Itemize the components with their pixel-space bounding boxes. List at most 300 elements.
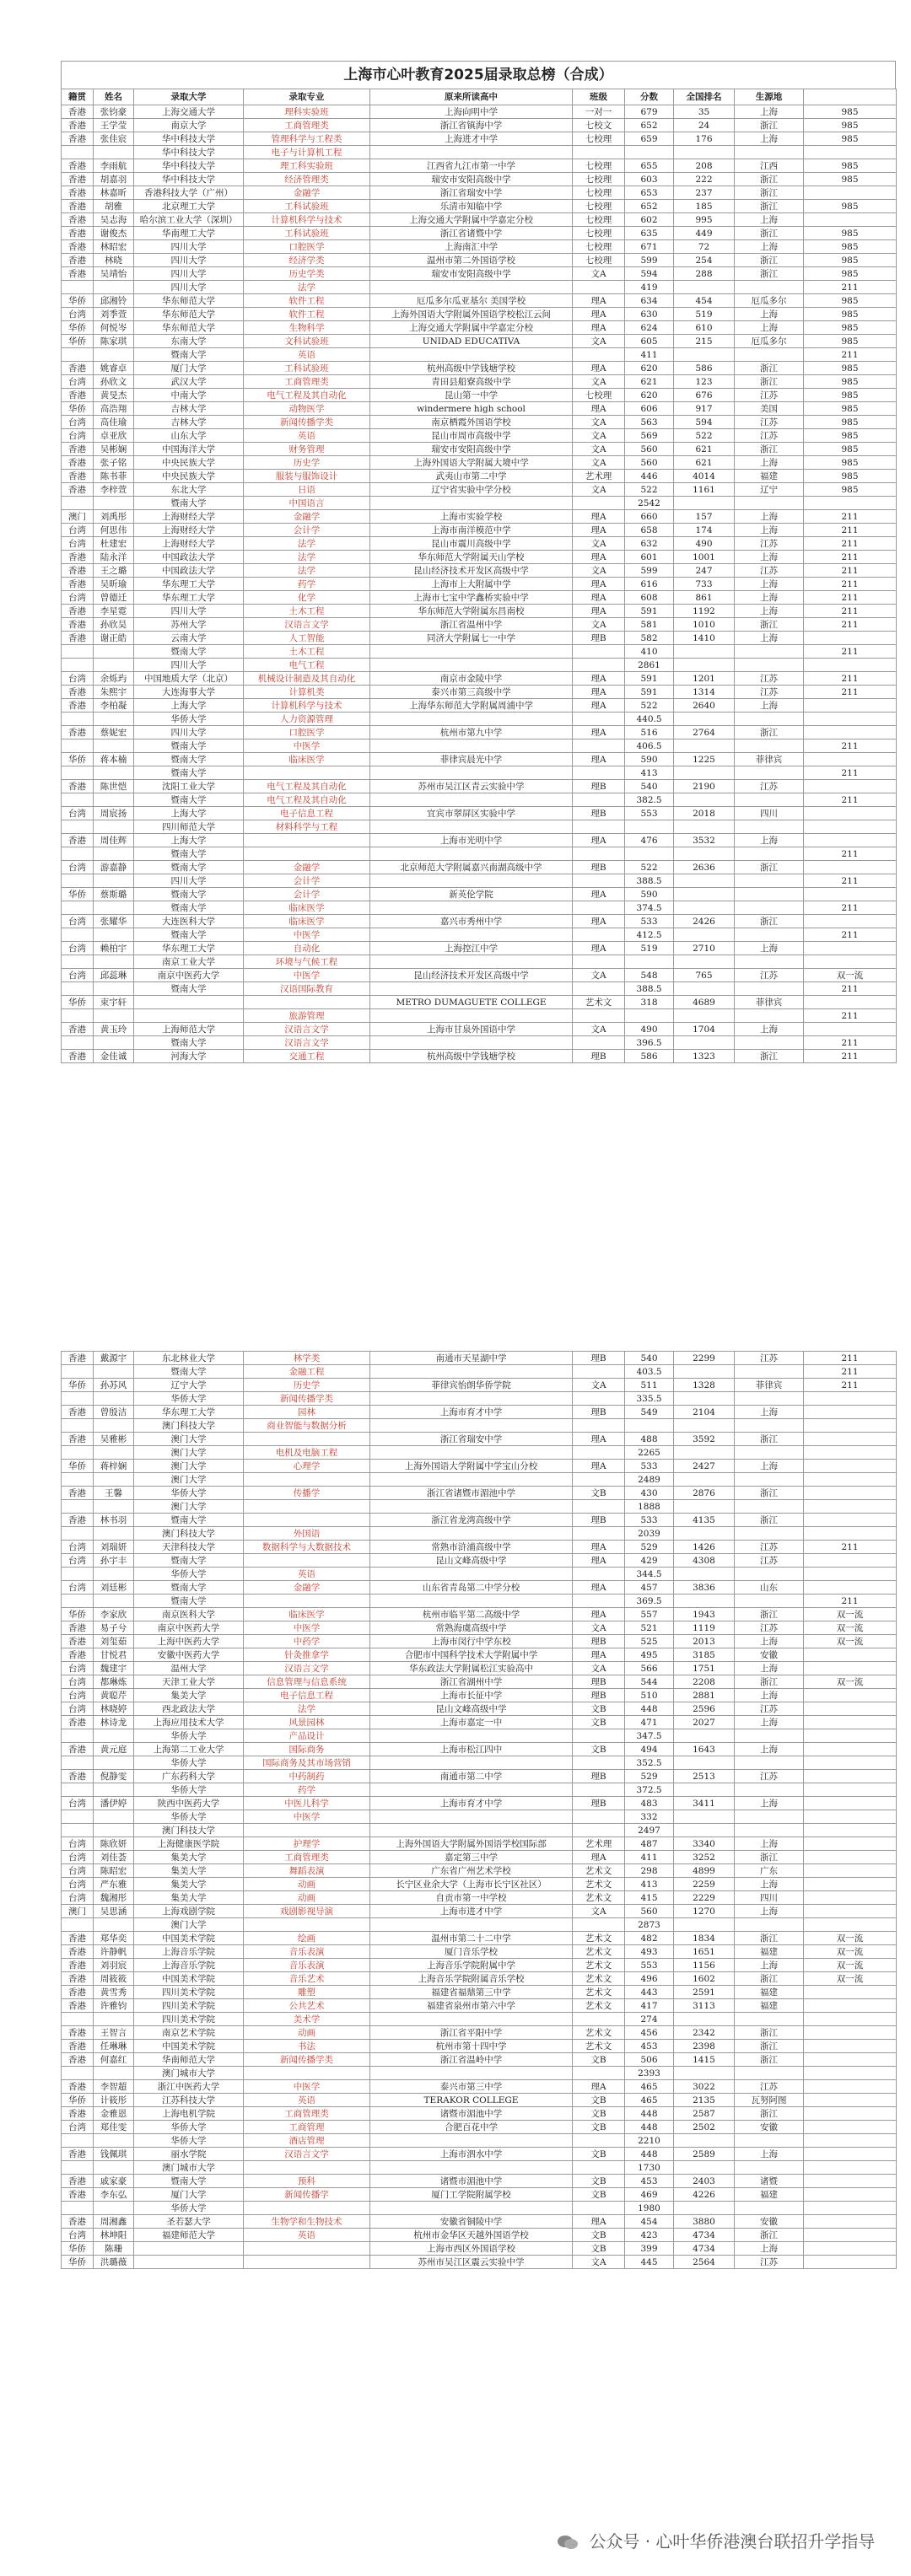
cell-major: 法学 <box>244 564 370 578</box>
cell-score: 469 <box>625 2188 674 2202</box>
cell-name: 易子兮 <box>94 1621 134 1635</box>
cell-region: 福建 <box>735 1999 804 2013</box>
cell-origin: 香港 <box>62 1716 94 1729</box>
cell-name: 倪静雯 <box>94 1770 134 1783</box>
table-row <box>62 348 897 362</box>
cell-class <box>573 1392 625 1406</box>
cell-origin <box>62 1824 94 1837</box>
cell-tier: 211 <box>804 928 897 942</box>
cell-rank <box>674 1729 735 1743</box>
cell-high-school: 杭州市金华区天越外国语学校 <box>370 2229 573 2242</box>
table-row <box>62 1473 897 1487</box>
cell-rank: 1161 <box>674 483 735 497</box>
cell-name: 洪璐薇 <box>94 2256 134 2269</box>
cell-tier <box>804 1918 897 1932</box>
cell-origin <box>62 1810 94 1824</box>
cell-name: 林诗龙 <box>94 1716 134 1729</box>
cell-high-school <box>370 2013 573 2026</box>
cell-name <box>94 847 134 861</box>
cell-region <box>735 1568 804 1581</box>
cell-score: 476 <box>625 834 674 847</box>
cell-name: 刘季萱 <box>94 308 134 321</box>
cell-high-school <box>370 1365 573 1379</box>
table-row <box>62 2229 897 2242</box>
cell-region <box>735 1595 804 1608</box>
cell-name: 邱湘铃 <box>94 294 134 308</box>
cell-score: 446 <box>625 470 674 483</box>
cell-high-school: 上海交通大学附属中学嘉定分校 <box>370 321 573 335</box>
cell-score: 679 <box>625 105 674 119</box>
cell-university: 上海音乐学院 <box>134 1959 244 1972</box>
cell-university: 河海大学 <box>134 1050 244 1063</box>
cell-name <box>94 1473 134 1487</box>
table-row <box>62 996 897 1009</box>
table-row <box>62 888 897 901</box>
cell-high-school: 上海南汇中学 <box>370 240 573 254</box>
cell-origin: 香港 <box>62 2148 94 2161</box>
cell-origin: 台湾 <box>62 1554 94 1568</box>
cell-score: 2873 <box>625 1918 674 1932</box>
cell-name: 林嘉昕 <box>94 186 134 200</box>
cell-tier: 211 <box>804 1365 897 1379</box>
table-row <box>62 1810 897 1824</box>
cell-class: 七校理 <box>573 200 625 213</box>
cell-region: 广东 <box>735 1864 804 1878</box>
cell-region: 上海 <box>735 524 804 537</box>
cell-class: 文B <box>573 2053 625 2067</box>
cell-score: 298 <box>625 1864 674 1878</box>
cell-university: 上海健康医学院 <box>134 1837 244 1851</box>
cell-region: 上海 <box>735 632 804 645</box>
cell-name <box>94 2013 134 2026</box>
cell-university: 澳门大学 <box>134 1446 244 1460</box>
cell-class: 理B <box>573 780 625 793</box>
cell-region <box>735 1365 804 1379</box>
cell-name: 何思伟 <box>94 524 134 537</box>
cell-region: 浙江 <box>735 200 804 213</box>
cell-major: 临床医学 <box>244 753 370 766</box>
cell-name: 曾殷洁 <box>94 1406 134 1419</box>
cell-rank <box>674 659 735 672</box>
cell-class: 七校理 <box>573 159 625 173</box>
cell-name: 刘羽宸 <box>94 1959 134 1972</box>
cell-class: 理A <box>573 510 625 524</box>
cell-region <box>735 1729 804 1743</box>
cell-region: 上海 <box>735 1797 804 1810</box>
cell-score: 335.5 <box>625 1392 674 1406</box>
cell-high-school <box>370 1595 573 1608</box>
table-row <box>62 1756 897 1770</box>
cell-name: 蒋本楠 <box>94 753 134 766</box>
cell-class: 文A <box>573 1905 625 1918</box>
cell-high-school: 浙江省诸暨市湄池中学 <box>370 1487 573 1500</box>
cell-name <box>94 2202 134 2215</box>
cell-class <box>573 1009 625 1023</box>
cell-region: 江苏 <box>735 564 804 578</box>
cell-rank: 1602 <box>674 1972 735 1986</box>
cell-region <box>735 1500 804 1514</box>
cell-region: 浙江 <box>735 119 804 132</box>
cell-high-school: 上海市七宝中学鑫桥实验中学 <box>370 591 573 605</box>
cell-major: 经济管理类 <box>244 173 370 186</box>
cell-score: 388.5 <box>625 874 674 888</box>
cell-rank: 2229 <box>674 1891 735 1905</box>
cell-rank: 2513 <box>674 1770 735 1783</box>
cell-rank: 35 <box>674 105 735 119</box>
cell-tier: 985 <box>804 267 897 281</box>
cell-tier <box>804 1837 897 1851</box>
cell-university: 集美大学 <box>134 1851 244 1864</box>
cell-region: 浙江 <box>735 2040 804 2053</box>
cell-high-school: METRO DUMAGUETE COLLEGE <box>370 996 573 1009</box>
cell-major: 音乐艺术 <box>244 1972 370 1986</box>
cell-class: 文A <box>573 443 625 456</box>
cell-tier: 985 <box>804 227 897 240</box>
cell-name: 何嘉红 <box>94 2053 134 2067</box>
cell-tier: 985 <box>804 105 897 119</box>
cell-name <box>94 2067 134 2080</box>
table-row <box>62 1581 897 1595</box>
cell-tier: 211 <box>804 348 897 362</box>
cell-major: 电机及电脑工程 <box>244 1446 370 1460</box>
cell-high-school: 乐清市知临中学 <box>370 200 573 213</box>
table-row <box>62 1783 897 1797</box>
table-row <box>62 254 897 267</box>
cell-tier: 211 <box>804 618 897 632</box>
cell-tier <box>804 1824 897 1837</box>
cell-region <box>735 766 804 780</box>
cell-university: 中国美术学院 <box>134 1932 244 1945</box>
cell-score: 525 <box>625 1635 674 1648</box>
cell-origin: 台湾 <box>62 1837 94 1851</box>
cell-university: 上海大学 <box>134 807 244 820</box>
cell-origin: 华侨 <box>62 321 94 335</box>
cell-region: 浙江 <box>735 1608 804 1621</box>
table-row <box>62 200 897 213</box>
cell-major: 动画 <box>244 1891 370 1905</box>
cell-rank: 123 <box>674 375 735 389</box>
cell-university: 天津工业大学 <box>134 1675 244 1689</box>
cell-university: 集美大学 <box>134 1689 244 1702</box>
cell-rank: 237 <box>674 186 735 200</box>
cell-major: 土木工程 <box>244 645 370 659</box>
cell-name: 王馨 <box>94 1487 134 1500</box>
cell-region: 江苏 <box>735 672 804 686</box>
table-row <box>62 834 897 847</box>
table-row <box>62 321 897 335</box>
cell-class: 文A <box>573 483 625 497</box>
cell-tier <box>804 2026 897 2040</box>
cell-score: 318 <box>625 996 674 1009</box>
cell-rank: 2342 <box>674 2026 735 2040</box>
cell-tier <box>804 780 897 793</box>
cell-origin: 香港 <box>62 1621 94 1635</box>
table-row <box>62 2148 897 2161</box>
cell-origin: 台湾 <box>62 308 94 321</box>
cell-high-school: 浙江省镇海中学 <box>370 119 573 132</box>
cell-major: 材料科学与工程 <box>244 820 370 834</box>
cell-tier: 985 <box>804 200 897 213</box>
cell-score: 506 <box>625 2053 674 2067</box>
cell-class: 文B <box>573 1716 625 1729</box>
table-row <box>62 483 897 497</box>
cell-score: 1730 <box>625 2161 674 2175</box>
cell-origin: 香港 <box>62 456 94 470</box>
cell-score: 560 <box>625 456 674 470</box>
cell-major: 中医学 <box>244 928 370 942</box>
cell-region <box>735 2202 804 2215</box>
cell-high-school <box>370 348 573 362</box>
cell-origin: 台湾 <box>62 1851 94 1864</box>
cell-score: 652 <box>625 119 674 132</box>
cell-rank: 4226 <box>674 2188 735 2202</box>
cell-origin: 台湾 <box>62 537 94 551</box>
admission-table-2 <box>61 1351 897 2269</box>
table-row <box>62 2013 897 2026</box>
cell-rank <box>674 874 735 888</box>
cell-class: 理B <box>573 1514 625 1527</box>
cell-origin <box>62 659 94 672</box>
cell-score: 493 <box>625 1945 674 1959</box>
cell-rank: 3836 <box>674 1581 735 1595</box>
cell-name: 刘佳荟 <box>94 1851 134 1864</box>
header-major: 录取专业 <box>244 89 370 105</box>
cell-origin <box>62 901 94 915</box>
cell-major: 音乐表演 <box>244 1945 370 1959</box>
table-row <box>62 1716 897 1729</box>
cell-tier: 985 <box>804 470 897 483</box>
table-row <box>62 1824 897 1837</box>
cell-high-school: 江西省九江市第一中学 <box>370 159 573 173</box>
table-row <box>62 1406 897 1419</box>
cell-class <box>573 645 625 659</box>
cell-score: 399 <box>625 2242 674 2256</box>
cell-major <box>244 2161 370 2175</box>
cell-origin: 华侨 <box>62 2256 94 2269</box>
cell-high-school: 青田县船寮高级中学 <box>370 375 573 389</box>
cell-major: 中医学 <box>244 739 370 753</box>
table-row <box>62 2026 897 2040</box>
cell-class: 七校理 <box>573 186 625 200</box>
cell-score: 406.5 <box>625 739 674 753</box>
cell-rank: 610 <box>674 321 735 335</box>
cell-name: 郑华奕 <box>94 1932 134 1945</box>
cell-region: 上海 <box>735 456 804 470</box>
cell-high-school <box>370 497 573 510</box>
cell-class: 文A <box>573 416 625 429</box>
table-row <box>62 1675 897 1689</box>
cell-high-school <box>370 820 573 834</box>
cell-major: 中药学 <box>244 1635 370 1648</box>
cell-region: 上海 <box>735 551 804 564</box>
cell-name <box>94 2161 134 2175</box>
cell-region: 浙江 <box>735 1972 804 1986</box>
cell-major: 工商管理 <box>244 2121 370 2134</box>
cell-tier: 211 <box>804 537 897 551</box>
cell-major: 金融学 <box>244 186 370 200</box>
cell-score: 1980 <box>625 2202 674 2215</box>
cell-region: 浙江 <box>735 375 804 389</box>
cell-name: 陈家琪 <box>94 335 134 348</box>
cell-region: 江苏 <box>735 780 804 793</box>
cell-origin <box>62 497 94 510</box>
cell-score: 544 <box>625 1675 674 1689</box>
cell-region: 上海 <box>735 834 804 847</box>
cell-score: 2861 <box>625 659 674 672</box>
cell-region <box>735 1419 804 1433</box>
cell-origin: 台湾 <box>62 1878 94 1891</box>
table-row <box>62 1648 897 1662</box>
cell-major: 中医学 <box>244 1810 370 1824</box>
cell-region: 浙江 <box>735 1433 804 1446</box>
cell-name: 张钧豪 <box>94 105 134 119</box>
cell-university <box>134 996 244 1009</box>
table-row <box>62 429 897 443</box>
cell-name <box>94 820 134 834</box>
cell-major: 机械设计制造及其自动化 <box>244 672 370 686</box>
cell-high-school: 上海外国语大学附属外国语学校国际部 <box>370 1837 573 1851</box>
cell-university: 华中科技大学 <box>134 159 244 173</box>
table-row <box>62 281 897 294</box>
cell-name: 谢正皓 <box>94 632 134 645</box>
cell-tier <box>804 1851 897 1864</box>
cell-name <box>94 281 134 294</box>
cell-tier <box>804 820 897 834</box>
table-row <box>62 2053 897 2067</box>
cell-region: 浙江 <box>735 227 804 240</box>
cell-university: 哈尔滨工业大学（深圳） <box>134 213 244 227</box>
cell-origin: 华侨 <box>62 2094 94 2107</box>
cell-name: 高浩翔 <box>94 402 134 416</box>
cell-class: 艺术文 <box>573 996 625 1009</box>
cell-university: 江苏科技大学 <box>134 2094 244 2107</box>
cell-tier <box>804 1662 897 1675</box>
cell-tier <box>804 1797 897 1810</box>
cell-score: 374.5 <box>625 901 674 915</box>
cell-major: 传播学 <box>244 1487 370 1500</box>
cell-major: 历史学 <box>244 1379 370 1392</box>
cell-name: 杜建宏 <box>94 537 134 551</box>
cell-class: 七校理 <box>573 132 625 146</box>
cell-class: 理A <box>573 834 625 847</box>
cell-major: 电气工程及其自动化 <box>244 780 370 793</box>
cell-score: 602 <box>625 213 674 227</box>
cell-rank <box>674 146 735 159</box>
cell-class <box>573 1729 625 1743</box>
cell-class: 理A <box>573 915 625 928</box>
cell-high-school: 昆山第一中学 <box>370 389 573 402</box>
cell-rank: 2502 <box>674 2121 735 2134</box>
cell-name: 姚睿卓 <box>94 362 134 375</box>
cell-major: 工商管理类 <box>244 119 370 132</box>
cell-major: 人力资源管理 <box>244 713 370 726</box>
cell-university: 集美大学 <box>134 1864 244 1878</box>
cell-major: 公共艺术 <box>244 1999 370 2013</box>
cell-high-school <box>370 1729 573 1743</box>
cell-score: 557 <box>625 1608 674 1621</box>
cell-origin: 华侨 <box>62 1460 94 1473</box>
cell-high-school: 苏州市吴江区震云实验中学 <box>370 2256 573 2269</box>
cell-score: 2210 <box>625 2134 674 2148</box>
cell-name <box>94 955 134 969</box>
cell-university: 暨南大学 <box>134 1365 244 1379</box>
cell-region <box>735 1918 804 1932</box>
cell-university: 四川大学 <box>134 659 244 672</box>
cell-name: 张佳宸 <box>94 132 134 146</box>
cell-tier: 211 <box>804 1352 897 1365</box>
cell-tier <box>804 1568 897 1581</box>
table-row <box>62 1932 897 1945</box>
cell-name: 林书羽 <box>94 1514 134 1527</box>
cell-class: 理A <box>573 1554 625 1568</box>
cell-name: 蔡妮宏 <box>94 726 134 739</box>
cell-name: 黄玉玲 <box>94 1023 134 1036</box>
cell-university: 华侨大学 <box>134 1729 244 1743</box>
cell-university: 华东师范大学 <box>134 308 244 321</box>
cell-class: 七校理 <box>573 240 625 254</box>
cell-rank <box>674 1419 735 1433</box>
cell-region <box>735 982 804 996</box>
cell-major <box>244 1514 370 1527</box>
cell-major: 英语 <box>244 2094 370 2107</box>
cell-university: 中国海洋大学 <box>134 443 244 456</box>
cell-high-school: 南京市金陵中学 <box>370 672 573 686</box>
cell-major: 英语 <box>244 1568 370 1581</box>
cell-class <box>573 1568 625 1581</box>
cell-region: 瓦努阿图 <box>735 2094 804 2107</box>
cell-origin: 香港 <box>62 1406 94 1419</box>
cell-score: 483 <box>625 1797 674 1810</box>
cell-tier: 985 <box>804 443 897 456</box>
cell-name: 赖柏宇 <box>94 942 134 955</box>
cell-name: 李柏凝 <box>94 699 134 713</box>
cell-high-school: 上海音乐学院附属音乐学校 <box>370 1972 573 1986</box>
cell-score: 549 <box>625 1406 674 1419</box>
cell-region <box>735 1009 804 1023</box>
ranking-sheet-2 <box>61 1351 896 2269</box>
cell-score <box>625 1419 674 1433</box>
cell-rank: 594 <box>674 416 735 429</box>
cell-class: 文A <box>573 335 625 348</box>
cell-major: 国际商务 <box>244 1743 370 1756</box>
cell-rank: 3532 <box>674 834 735 847</box>
cell-origin: 香港 <box>62 132 94 146</box>
cell-tier <box>804 2148 897 2161</box>
cell-score: 1888 <box>625 1500 674 1514</box>
cell-class: 理A <box>573 699 625 713</box>
cell-major: 新闻传播学类 <box>244 2053 370 2067</box>
cell-high-school: 上海市泗水中学 <box>370 2148 573 2161</box>
cell-tier: 211 <box>804 578 897 591</box>
cell-high-school: 杭州高级中学钱塘学校 <box>370 362 573 375</box>
cell-region: 安徽 <box>735 2215 804 2229</box>
cell-origin: 台湾 <box>62 1662 94 1675</box>
table-row <box>62 1905 897 1918</box>
cell-origin: 香港 <box>62 1945 94 1959</box>
cell-score: 582 <box>625 632 674 645</box>
cell-university: 澳门大学 <box>134 1460 244 1473</box>
cell-university: 暨南大学 <box>134 861 244 874</box>
cell-score: 2542 <box>625 497 674 510</box>
cell-class <box>573 1419 625 1433</box>
cell-name <box>94 1810 134 1824</box>
cell-name: 周宸扬 <box>94 807 134 820</box>
cell-rank: 2426 <box>674 915 735 928</box>
cell-region: 上海 <box>735 1635 804 1648</box>
cell-rank: 1156 <box>674 1959 735 1972</box>
header-name: 姓名 <box>94 89 134 105</box>
cell-high-school <box>370 874 573 888</box>
